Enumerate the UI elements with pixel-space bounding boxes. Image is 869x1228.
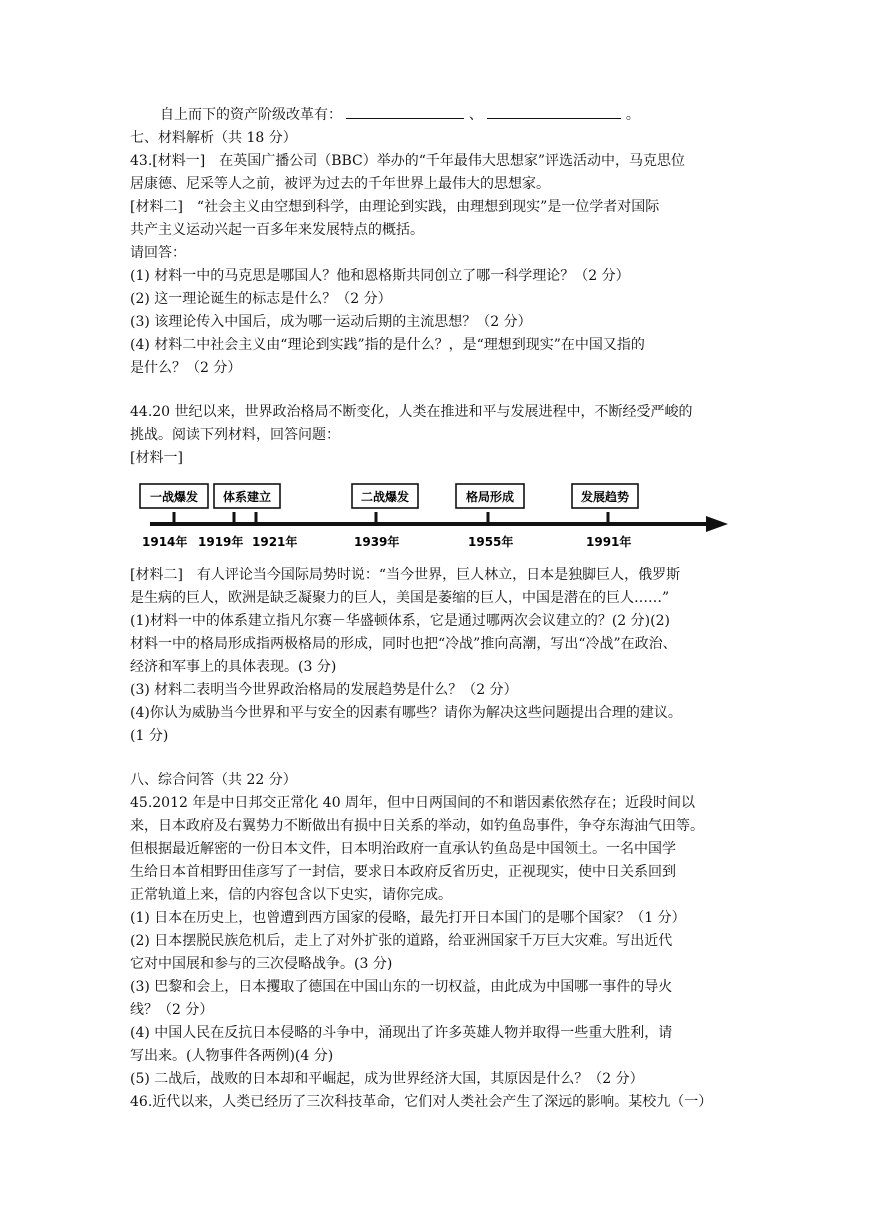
event-label: 体系建立 (222, 490, 272, 504)
q45-sub1: (1) 日本在历史上，也曾遭到西方国家的侵略，最先打开日本国门的是哪个国家？（1 分） (130, 910, 686, 926)
section-8-title: 八、综合问答（共 22 分） (130, 772, 297, 788)
q43-ask: 请回答： (130, 245, 186, 261)
q44-sub3: (3) 材料二表明当今世界政治格局的发展趋势是什么？（2 分） (130, 682, 518, 698)
q44-material2-line1: [材料二] 有人评论当今国际局势时说：“当今世界，巨人林立，日本是独脚巨人，俄罗斯 (130, 567, 681, 583)
year-label: 1921年 (252, 535, 298, 549)
q45-sub3-line2: 线？（2 分） (130, 1002, 214, 1018)
q44-intro-line2: 挑战。阅读下列材料，回答问题： (130, 427, 340, 443)
q44-sub1-line1: (1)材料一中的体系建立指凡尔赛－华盛顿体系，它是通过哪两次会议建立的？(2 分)(2) (130, 613, 670, 629)
q45-line4: 生给日本首相野田佳彦写了一封信，要求日本政府反省历史，正视现实，使中日关系回到 (130, 864, 676, 880)
q44-sub1-line3: 经济和军事上的具体表现。(3 分) (130, 659, 337, 675)
q43-sub3: (3) 该理论传入中国后，成为哪一运动后期的主流思想？（2 分） (130, 314, 532, 330)
q44-sub4-line2: (1 分) (130, 728, 169, 744)
q43-material2-line2: 共产主义运动兴起一百多年来发展特点的概括。 (130, 222, 424, 238)
q45-line1: 45.2012 年是中日邦交正常化 40 周年，但中日两国间的不和谐因素依然存在；近段时间以 (130, 795, 696, 811)
q45-line5: 正常轨道上来，信的内容包含以下史实，请你完成。 (130, 887, 452, 903)
answer-blank-1[interactable] (346, 104, 464, 119)
q44-sub4-line1: (4)你认为威胁当今世界和平与安全的因素有哪些？请你为解决这些问题提出合理的建议。 (130, 705, 682, 721)
q45-sub5: (5) 二战后，战败的日本却和平崛起，成为世界经济大国，其原因是什么？（2 分） (130, 1071, 644, 1087)
event-label: 格局形成 (465, 490, 515, 504)
q45-line2: 来，日本政府及右翼势力不断做出有损中日关系的举动，如钓鱼岛事件，争夺东海油气田等。 (130, 818, 704, 834)
reform-prefix: 自上而下的资产阶级改革有： (160, 107, 342, 123)
q45-sub4-line2: 写出来。(人物事件各两例)(4 分) (130, 1048, 334, 1064)
q45-sub2-line1: (2) 日本摆脱民族危机后，走上了对外扩张的道路，给亚洲国家千万巨大灾难。写出近代 (130, 933, 673, 949)
year-label: 1991年 (586, 535, 632, 549)
timeline-diagram (136, 472, 736, 558)
event-label: 发展趋势 (580, 490, 630, 504)
q43-material1-line2: 居康德、尼采等人之前，被评为过去的千年世界上最伟大的思想家。 (130, 176, 550, 192)
q43-material1-line1: 43.[材料一] 在英国广播公司（BBC）举办的“千年最伟大思想家”评选活动中，马克思位 (130, 153, 686, 169)
q43-material2-line1: [材料二] “社会主义由空想到科学，由理论到实践，由理想到现实”是一位学者对国际 (130, 199, 660, 215)
q44-material1-label: [材料一] (130, 450, 183, 466)
q45-line3: 但根据最近解密的一份日本文件，日本明治政府一直承认钓鱼岛是中国领土。一名中国学 (130, 841, 676, 857)
reform-fill-line (160, 104, 770, 125)
q44-intro-line1: 44.20 世纪以来，世界政治格局不断变化，人类在推进和平与发展进程中，不断经受严峻的 (130, 404, 693, 420)
q45-sub3-line1: (3) 巴黎和会上，日本攫取了德国在中国山东的一切权益，由此成为中国哪一事件的导火 (130, 979, 673, 995)
reform-end: 。 (625, 107, 640, 123)
answer-blank-2[interactable] (487, 104, 621, 119)
section-7-title: 七、材料解析（共 18 分） (130, 130, 297, 146)
q46-line1: 46.近代以来，人类已经历了三次科技革命，它们对人类社会产生了深远的影响。某校九（一） (130, 1094, 713, 1110)
q44-material2-line2: 是生病的巨人，欧洲是缺乏凝聚力的巨人，美国是萎缩的巨人，中国是潜在的巨人……” (130, 590, 670, 606)
timeline-arrow (706, 516, 728, 532)
event-label: 一战爆发 (149, 490, 199, 504)
q45-sub2-line2: 它对中国展和参与的三次侵略战争。(3 分) (130, 956, 393, 972)
year-label: 1919年 (198, 535, 244, 549)
q44-sub1-line2: 材料一中的格局形成指两极格局的形成，同时也把“冷战”推向高潮，写出“冷战”在政治、 (130, 636, 677, 652)
event-label: 二战爆发 (360, 490, 410, 504)
q43-sub2: (2) 这一理论诞生的标志是什么？（2 分） (130, 291, 392, 307)
q43-sub4-line1: (4) 材料二中社会主义由“理论到实践”指的是什么？，是“理想到现实”在中国又指的 (130, 337, 645, 353)
q45-sub4-line1: (4) 中国人民在反抗日本侵略的斗争中，涌现出了许多英雄人物并取得一些重大胜利，请 (130, 1025, 673, 1041)
q43-sub4-line2: 是什么？（2 分） (130, 360, 242, 376)
year-label: 1955年 (468, 535, 514, 549)
year-label: 1939年 (354, 535, 400, 549)
q43-sub1: (1) 材料一中的马克思是哪国人？他和恩格斯共同创立了哪一科学理论？（2 分） (130, 268, 630, 284)
year-label: 1914年 (142, 535, 188, 549)
reform-separator: 、 (468, 107, 483, 123)
